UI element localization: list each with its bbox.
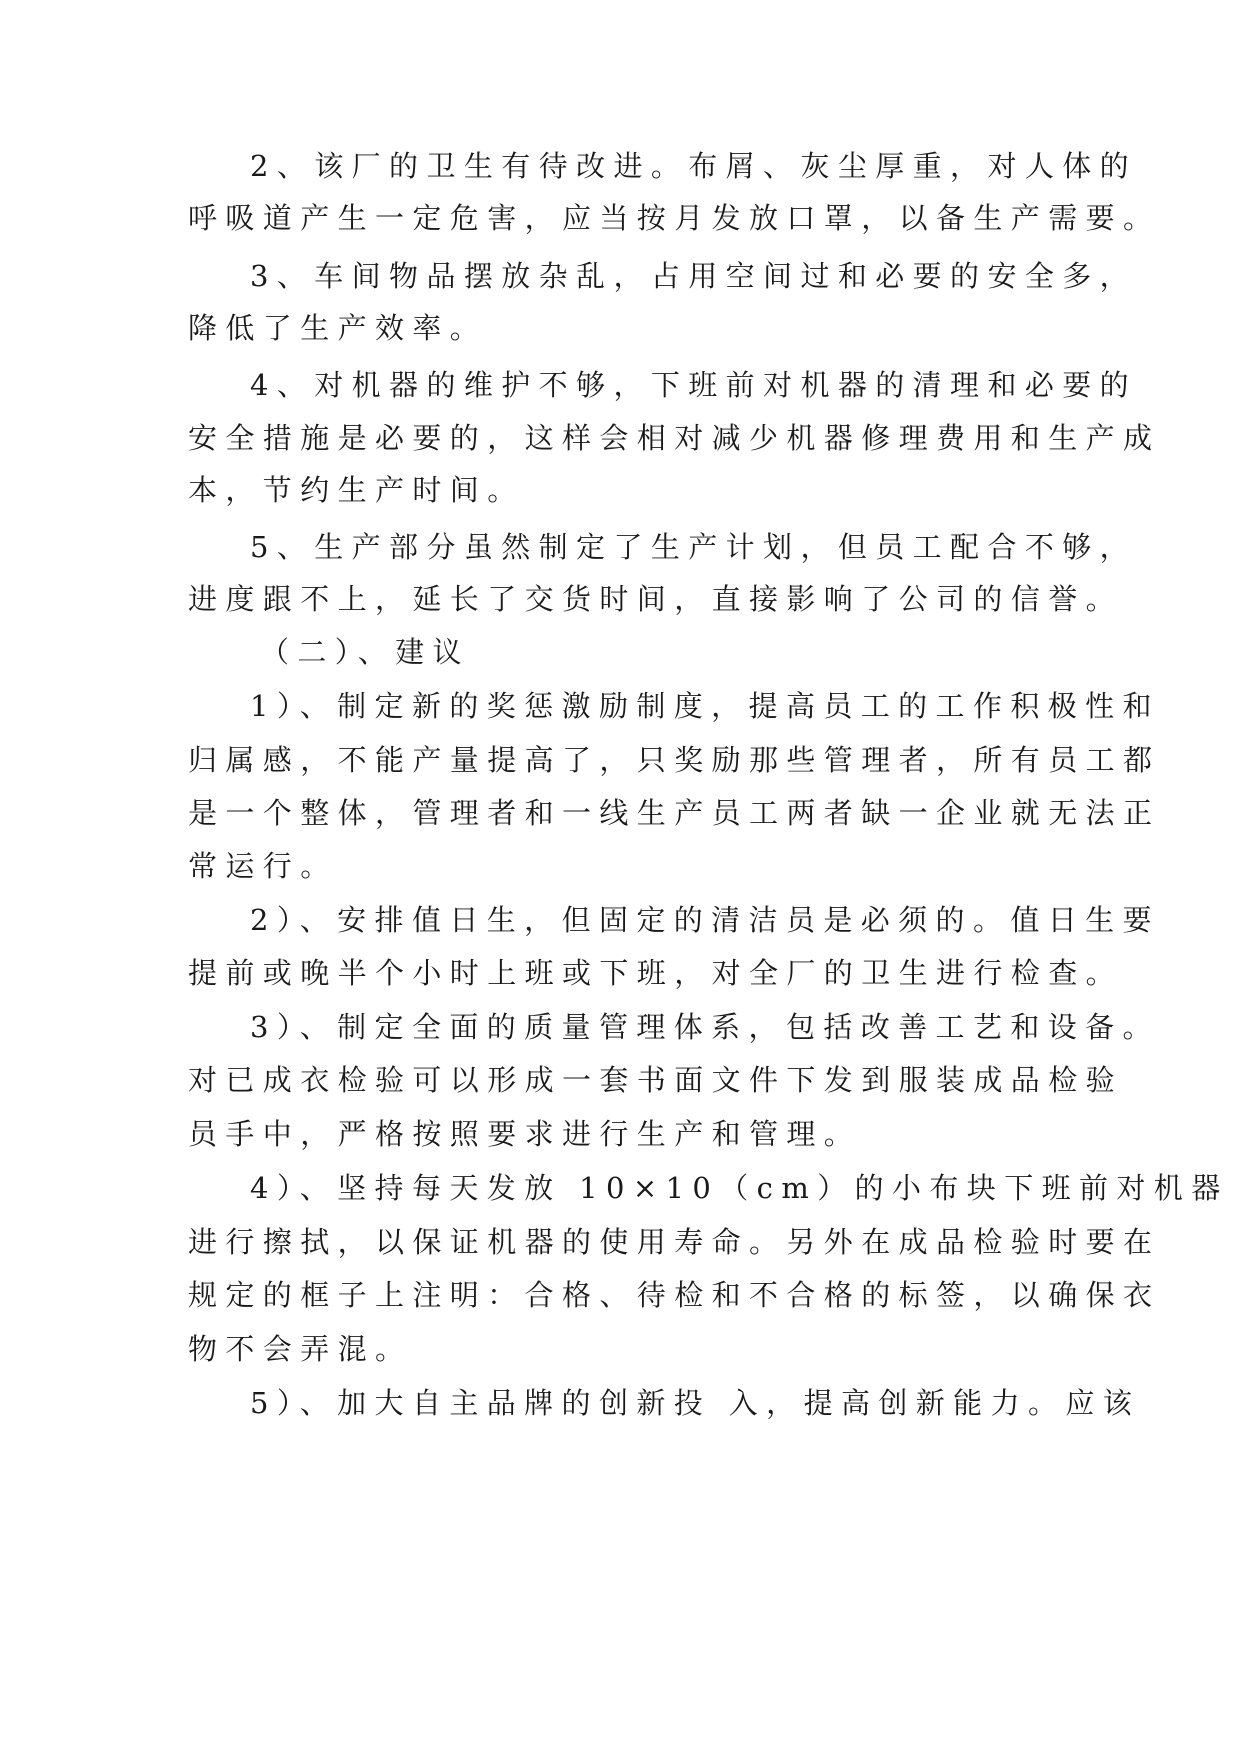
paragraph-line: 规定的框子上注明：合格、待检和不合格的标签，以确保衣 <box>188 1278 1161 1312</box>
paragraph-line: 常运行。 <box>188 849 338 883</box>
section-heading: （二）、建议 <box>260 635 470 669</box>
paragraph-line: 2）、安排值日生，但固定的清洁员是必须的。值日生要 <box>250 903 1160 937</box>
paragraph-line: 是一个整体，管理者和一线生产员工两者缺一企业就无法正 <box>188 796 1161 830</box>
paragraph-line: 提前或晚半个小时上班或下班，对全厂的卫生进行检查。 <box>188 956 1124 990</box>
paragraph-line: 3、车间物品摆放杂乱，占用空间过和必要的安全多， <box>250 259 1138 293</box>
paragraph-line: 物不会弄混。 <box>188 1332 413 1366</box>
paragraph-line: 5）、加大自主品牌的创新投 入，提高创新能力。应该 <box>250 1386 1141 1420</box>
paragraph-line: 4、对机器的维护不够，下班前对机器的清理和必要的 <box>250 368 1138 402</box>
paragraph-line: 员手中，严格按照要求进行生产和管理。 <box>188 1117 862 1151</box>
paragraph-line: 进度跟不上，延长了交货时间，直接影响了公司的信誉。 <box>188 582 1124 616</box>
paragraph-line: 对已成衣检验可以形成一套书面文件下发到服装成品检验 <box>188 1063 1124 1097</box>
paragraph-line: 2、该厂的卫生有待改进。布屑、灰尘厚重，对人体的 <box>250 149 1138 183</box>
paragraph-line: 呼吸道产生一定危害，应当按月发放口罩，以备生产需要。 <box>188 201 1161 235</box>
paragraph-line: 本，节约生产时间。 <box>188 473 525 507</box>
paragraph-line: 1）、制定新的奖惩激励制度，提高员工的工作积极性和 <box>250 689 1160 723</box>
paragraph-line: 安全措施是必要的，这样会相对减少机器修理费用和生产成 <box>188 421 1161 455</box>
paragraph-line: 5、生产部分虽然制定了生产计划，但员工配合不够， <box>250 530 1138 564</box>
paragraph-line: 3）、制定全面的质量管理体系，包括改善工艺和设备。 <box>250 1010 1160 1044</box>
paragraph-line: 降低了生产效率。 <box>188 311 488 345</box>
paragraph-line: 归属感，不能产量提高了，只奖励那些管理者，所有员工都 <box>188 743 1161 777</box>
paragraph-line: 进行擦拭，以保证机器的使用寿命。另外在成品检验时要在 <box>188 1225 1161 1259</box>
paragraph-line: 4）、坚持每天发放 10×10（cm）的小布块下班前对机器 <box>250 1171 1229 1205</box>
